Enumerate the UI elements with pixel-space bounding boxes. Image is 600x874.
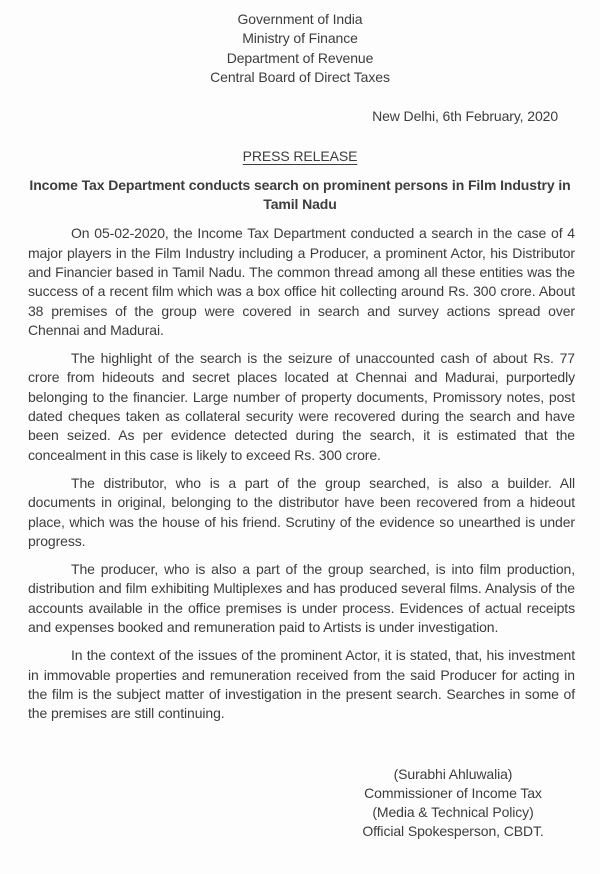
press-release-heading [0,147,600,166]
letterhead-line-cbdt: Central Board of Direct Taxes [210,68,390,85]
signature-block [333,765,573,842]
paragraph-producer: The producer, who is also a part of the group searched, is into film production, distribution and film exhibiting Multiplexes and has produced several films. Analysis of the accounts available in the office premises is under process. Evidences of actual receipts and expenses booked and remuneration paid to Artists is under investigation. [28,561,575,636]
signature-division: (Media & Technical Policy) [372,804,534,821]
letterhead [0,10,600,87]
dateline: New Delhi, 6th February, 2020 [372,108,558,125]
signature-role: Official Spokesperson, CBDT. [362,823,544,840]
letterhead-line-department: Department of Revenue [226,49,374,66]
document-title: Income Tax Department conducts search on prominent persons in Film Industry in Tamil Nadu [29,176,571,213]
paragraph-actor: In the context of the issues of the prominent Actor, it is stated, that, his investment in immovable properties and remuneration received from the said Producer for acting in the film is the subject matter of investigation in the present search. Searches in some of the premises are still continuing. [28,647,575,722]
paragraph-search-overview: On 05-02-2020, the Income Tax Department conducted a search in the case of 4 major players in the Film Industry including a Producer, a prominent Actor, his Distributor and Financier based in Tamil Nadu. The common thread among all these entities was the success of a recent film which was a box office hit collecting around Rs. 300 crore. About 38 premises of the group were covered in search and survey actions spread over Chennai and Madurai. [28,225,575,338]
signature-name: (Surabhi Ahluwalia) [393,765,513,782]
letterhead-line-govt: Government of India [237,11,363,27]
letterhead-line-ministry: Ministry of Finance [242,30,358,47]
paragraph-distributor: The distributor, who is a part of the group searched, is also a builder. All documents in original, belonging to the distributor have been recovered from a hideout place, which was the house of his friend. Scrutiny of the evidence so unearthed is under progress. [28,474,575,549]
document-body [0,224,600,723]
paragraph-cash-seizure: The highlight of the search is the seizure of unaccounted cash of about Rs. 77 crore from hideouts and secret places located at Chennai and Madurai, purportedly belonging to the financier. Large number of property documents, Promissory notes, post dated cheques taken as collateral security were recovered during the search and have been seized. As per evidence detected during the search, it is estimated that the concealment in this case is likely to exceed Rs. 300 crore. [28,350,575,463]
press-release-heading-text: PRESS RELEASE [242,148,358,165]
signature-designation: Commissioner of Income Tax [364,784,542,801]
